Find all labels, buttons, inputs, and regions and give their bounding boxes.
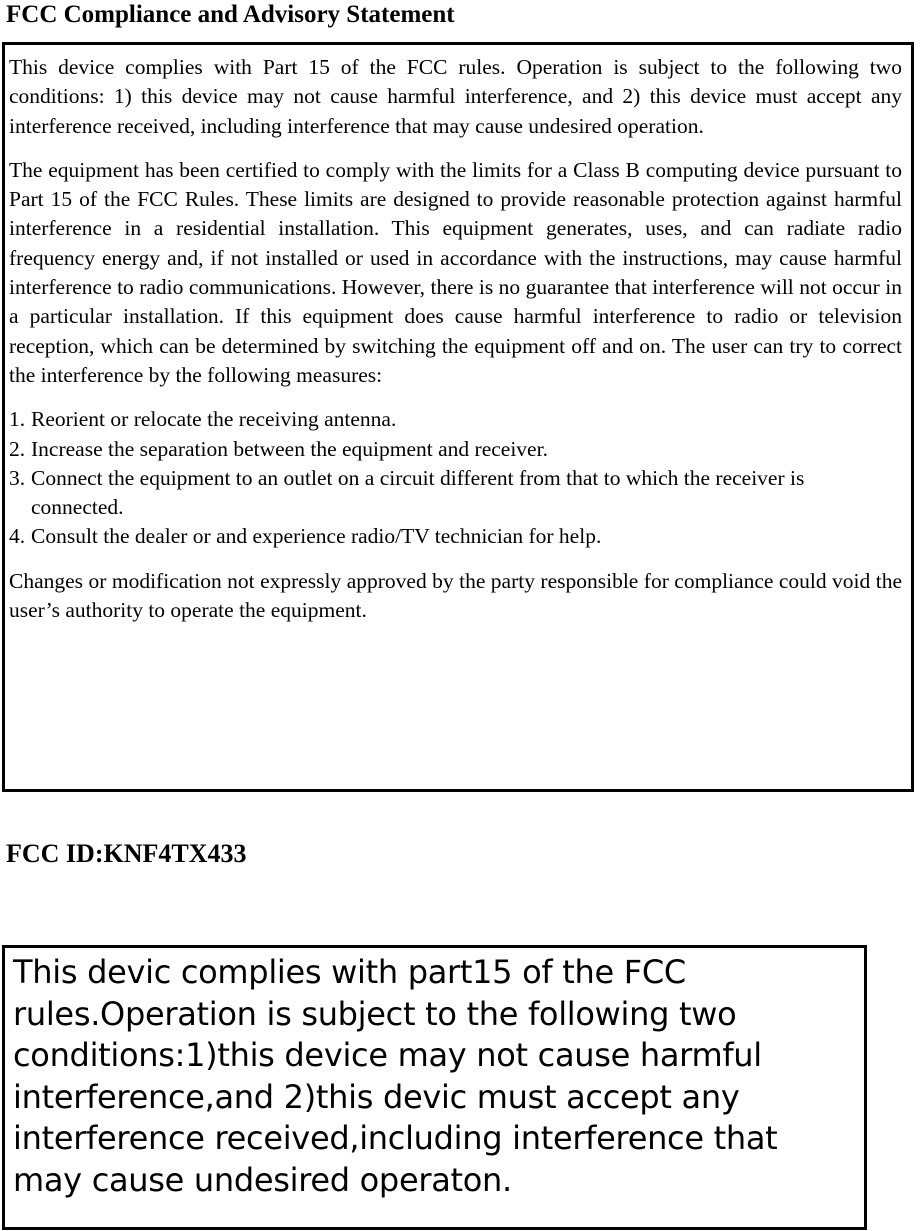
label-line: This devic complies with part15 of the FCC [13, 953, 686, 991]
certification-paragraph: The equipment has been certified to comply with the limits for a Class B computing device pursuant to Part 15 of the FCC Rules. These limits are designed to provide reasonable protection against harmful interference in a residential installation. This equipment generates, uses, and can radiate radio frequency energy and, if not installed or used in accordance with the instructions, may cause harmful interference to radio communications. However, there is no guarantee that interference will not occur in a particular installation. If this equipment does cause harmful interference to radio or television reception, which can be determined by switching the equipment off and on. The user can try to correct the interference by the following measures: [9, 157, 902, 387]
list-item [9, 464, 902, 523]
list-item-text: Consult the dealer or and experience radio/TV technician for help. [31, 524, 602, 549]
list-item-number: 1. [9, 407, 26, 432]
label-line: rules.Operation is subject to the following two [13, 994, 737, 1033]
measures-list [9, 405, 902, 551]
page-title: FCC Compliance and Advisory Statement [6, 1, 455, 28]
compliance-statement-box [2, 42, 914, 792]
list-item [9, 405, 902, 434]
label-line: conditions:1)this device may not cause harmful [13, 1036, 762, 1074]
list-item-text: Increase the separation between the equipment and receiver. [31, 436, 548, 461]
modification-warning-paragraph: Changes or modification not expressly approved by the party responsible for compliance could void the user’s authority to operate the equipment. [9, 568, 902, 623]
list-item-number: 2. [9, 436, 26, 461]
list-item [9, 435, 902, 464]
list-item-number: 4. [9, 524, 26, 549]
label-line: may cause undesired operaton. [13, 1160, 512, 1199]
device-label-box [2, 945, 867, 1230]
label-line: interference received,including interference that [13, 1119, 778, 1157]
list-item-text: Reorient or relocate the receiving antenna. [31, 407, 397, 432]
list-item-text: Connect the equipment to an outlet on a circuit different from that to which the receiver is connected. [31, 465, 805, 520]
list-item [9, 522, 902, 551]
list-item-number: 3. [9, 465, 26, 490]
label-line: interference,and 2)this devic must accept any [13, 1077, 740, 1116]
fcc-id: FCC ID:KNF4TX433 [6, 839, 247, 868]
compliance-paragraph: This device complies with Part 15 of the FCC rules. Operation is subject to the following two conditions: 1) this device may not cause harmful interference, and 2) this device must accept any interference received, including interference that may cause undesired operation. [9, 55, 902, 138]
